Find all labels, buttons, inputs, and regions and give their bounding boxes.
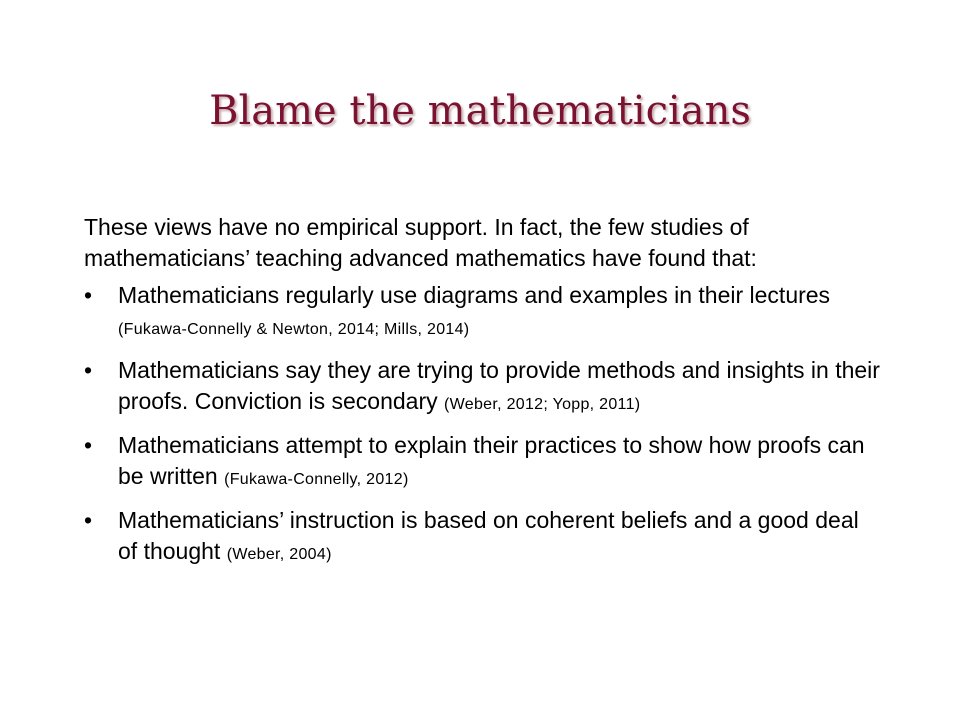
bullet-citation: (Weber, 2012; Yopp, 2011) — [444, 396, 641, 413]
slide-title: Blame the mathematicians — [209, 88, 751, 134]
bullet-item — [84, 430, 884, 495]
bullet-text: Mathematicians’ instruction is based on coherent beliefs and a good deal of thought — [118, 507, 859, 564]
bullet-citation: (Fukawa-Connelly, 2012) — [224, 471, 409, 488]
bullet-item — [84, 355, 884, 420]
bullet-text: Mathematicians regularly use diagrams and examples in their lectures — [118, 282, 831, 308]
bullet-text: Mathematicians attempt to explain their practices to show how proofs can be written — [118, 432, 865, 489]
intro-paragraph: These views have no empirical support. In fact, the few studies of mathematicians’ teaching advanced mathematics have found that: — [84, 214, 757, 271]
bullet-item — [84, 505, 884, 570]
slide-body — [84, 212, 884, 580]
bullet-item — [84, 280, 884, 345]
bullet-marker-icon: • — [84, 507, 93, 533]
bullet-citation: (Fukawa-Connelly & Newton, 2014; Mills, 2014) — [118, 321, 470, 338]
bullet-marker-icon: • — [84, 432, 93, 458]
bullet-text: Mathematicians say they are trying to provide methods and insights in their proofs. Conviction is secondary — [118, 357, 880, 414]
bullet-marker-icon: • — [84, 357, 93, 383]
bullet-citation: (Weber, 2004) — [226, 546, 332, 563]
bullet-list — [84, 280, 884, 570]
bullet-marker-icon: • — [84, 282, 93, 308]
